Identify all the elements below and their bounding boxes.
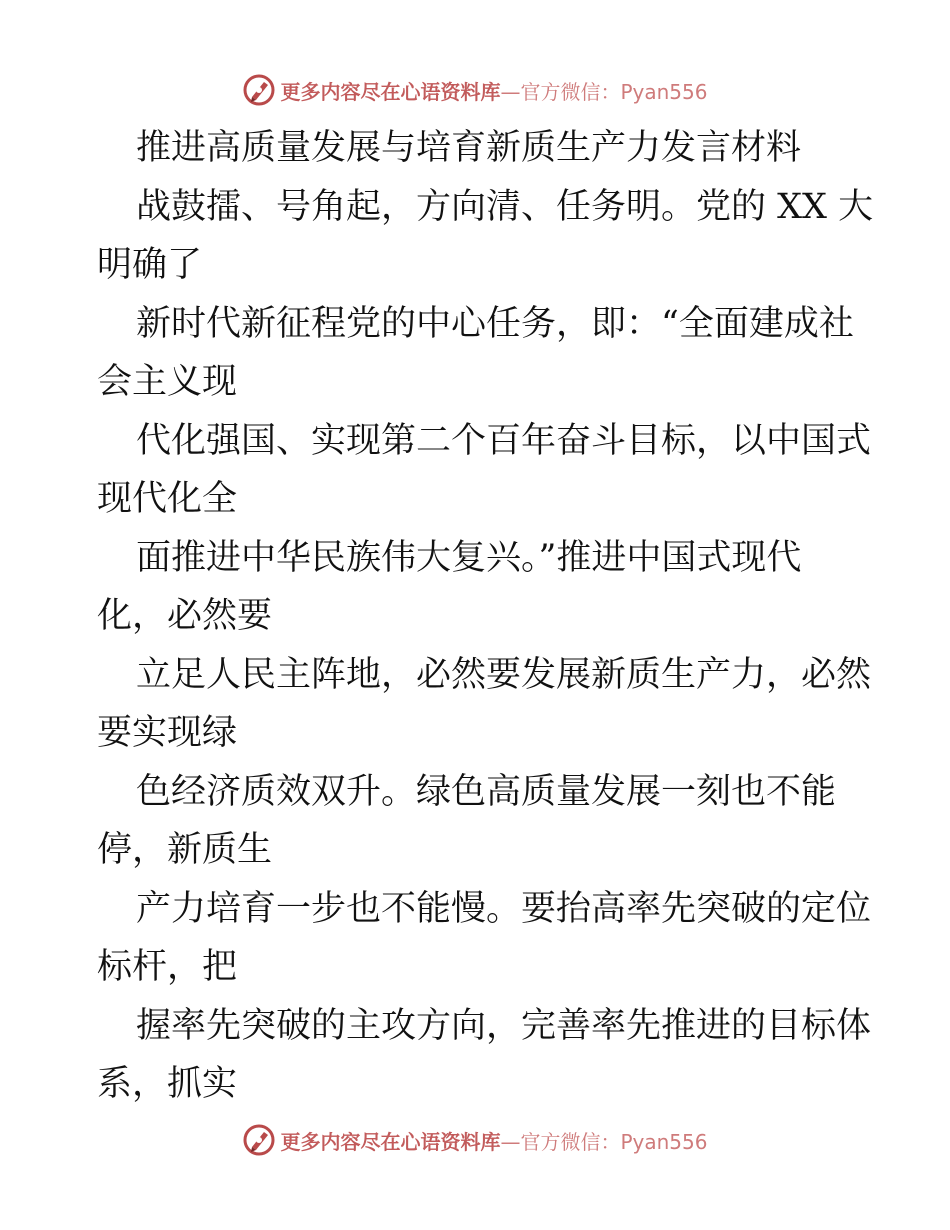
paragraph-line: 握率先突破的主攻方向，完善率先推进的目标体 bbox=[136, 1006, 872, 1046]
footer-banner-wechat: —官方微信：Pyan556 bbox=[500, 1129, 708, 1154]
paragraph-line: 立足人民主阵地，必然要发展新质生产力，必然 bbox=[136, 655, 872, 695]
paragraph-line: 产力培育一步也不能慢。要抬高率先突破的定位 bbox=[136, 889, 872, 929]
paragraph-line: 新时代新征程党的中心任务，即：“全面建成社 bbox=[136, 304, 854, 344]
pen-logo-icon bbox=[242, 1123, 276, 1157]
footer-banner bbox=[0, 1120, 950, 1160]
paragraph-line: 代化强国、实现第二个百年奋斗目标，以中国式 bbox=[136, 421, 872, 461]
header-banner-lead: 更多内容尽在心语资料库 bbox=[280, 79, 501, 104]
document-title: 推进高质量发展与培育新质生产力发言材料 bbox=[136, 128, 802, 168]
paragraph-line: 系，抓实 bbox=[97, 1064, 238, 1104]
header-banner-wechat: —官方微信：Pyan556 bbox=[500, 79, 708, 104]
paragraph-line: 色经济质效双升。绿色高质量发展一刻也不能 bbox=[136, 772, 837, 812]
paragraph-line: 明确了 bbox=[97, 245, 203, 285]
header-banner bbox=[0, 70, 950, 110]
paragraph-line: 现代化全 bbox=[97, 479, 238, 519]
paragraph-line: 面推进中华民族伟大复兴。”推进中国式现代 bbox=[136, 538, 802, 578]
paragraph-line: 停，新质生 bbox=[97, 830, 273, 870]
paragraph-line: 化，必然要 bbox=[97, 596, 273, 636]
header-banner-text bbox=[280, 76, 707, 105]
paragraph-line: 标杆，把 bbox=[97, 947, 238, 987]
pen-logo-icon bbox=[242, 73, 276, 107]
paragraph-line: 要实现绿 bbox=[97, 713, 238, 753]
paragraph-line: 会主义现 bbox=[97, 362, 238, 402]
paragraph-line: 战鼓擂、号角起，方向清、任务明。党的 XX 大 bbox=[136, 187, 874, 227]
footer-banner-lead: 更多内容尽在心语资料库 bbox=[280, 1129, 501, 1154]
footer-banner-text bbox=[280, 1126, 707, 1155]
